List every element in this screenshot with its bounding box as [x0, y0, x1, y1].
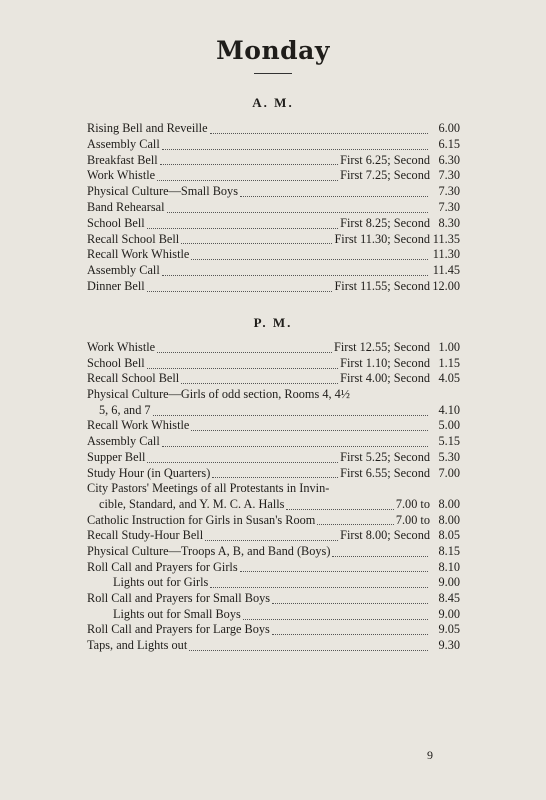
schedule-label: Roll Call and Prayers for Girls	[87, 559, 238, 574]
schedule-label: Physical Culture—Girls of odd section, Rooms 4, 4½	[87, 387, 351, 402]
pm-heading: P. M.	[253, 315, 293, 330]
schedule-label: Recall School Bell	[87, 231, 180, 246]
dot-leader	[205, 539, 338, 541]
schedule-row	[87, 450, 460, 466]
schedule-label: Catholic Instruction for Girls in Susan's Room	[87, 512, 316, 527]
page-title: Monday	[216, 36, 330, 65]
schedule-time: 7.00	[438, 465, 460, 480]
schedule-time: 4.05	[438, 371, 460, 386]
dot-leader	[147, 461, 338, 463]
title-rule	[254, 73, 292, 74]
page-number: 9	[427, 748, 433, 762]
dot-leader	[317, 523, 394, 525]
schedule-label: Recall School Bell	[87, 371, 180, 386]
dot-leader	[162, 274, 428, 276]
schedule-row	[87, 263, 460, 279]
dot-leader	[157, 351, 332, 353]
dot-leader	[240, 570, 428, 572]
schedule-label: Study Hour (in Quarters)	[87, 465, 211, 480]
schedule-row	[87, 387, 460, 403]
schedule-row	[87, 279, 460, 295]
schedule-row	[87, 622, 460, 638]
schedule-time: 8.15	[438, 543, 460, 558]
schedule-row	[87, 184, 460, 200]
schedule-time: 5.15	[438, 434, 460, 449]
schedule-time: 1.00	[438, 340, 460, 354]
schedule-row	[87, 638, 460, 654]
schedule-label: 5, 6, and 7	[99, 402, 151, 417]
schedule-row	[87, 497, 460, 513]
schedule-label: cible, Standard, and Y. M. C. A. Halls	[99, 496, 285, 511]
schedule-time: 8.00	[438, 512, 460, 527]
schedule-detail: First 12.55; Second	[334, 340, 430, 354]
schedule-row	[87, 121, 460, 137]
dot-leader	[147, 290, 333, 292]
schedule-label: Rising Bell and Reveille	[87, 121, 208, 135]
schedule-detail: First 8.00; Second	[340, 528, 430, 543]
schedule-time: 11.45	[432, 263, 460, 278]
schedule-label: Physical Culture—Troops A, B, and Band (Boys)	[87, 543, 331, 558]
schedule-time: 11.35	[432, 231, 460, 246]
schedule-time: 8.45	[438, 591, 460, 605]
schedule-time: 8.05	[438, 528, 460, 543]
schedule-row	[87, 466, 460, 482]
schedule-time: 5.30	[438, 449, 460, 464]
schedule-label: Assembly Call	[87, 136, 160, 151]
schedule-time: 9.00	[438, 606, 460, 621]
dot-leader	[272, 633, 428, 635]
schedule-label: Assembly Call	[87, 263, 160, 278]
schedule-label: Supper Bell	[87, 449, 146, 464]
schedule-row	[87, 528, 460, 544]
schedule-detail: First 5.25; Second	[340, 449, 430, 464]
schedule-time: 11.30	[432, 247, 460, 262]
schedule-row	[87, 481, 460, 497]
schedule-time: 4.10	[438, 402, 460, 417]
dot-leader	[147, 367, 338, 369]
schedule-row	[87, 168, 460, 184]
schedule-detail: First 6.55; Second	[340, 465, 430, 480]
dot-leader	[210, 132, 428, 134]
schedule-row	[87, 434, 460, 450]
schedule-detail: First 8.25; Second	[340, 215, 430, 230]
schedule-time: 6.00	[438, 121, 460, 135]
schedule-row	[87, 560, 460, 576]
dot-leader	[181, 242, 332, 244]
schedule-row	[87, 340, 460, 356]
schedule-detail: 7.00 to	[395, 496, 430, 511]
schedule-row	[87, 591, 460, 607]
schedule-row	[87, 371, 460, 387]
schedule-row	[87, 403, 460, 419]
schedule-label: Work Whistle	[87, 340, 156, 354]
schedule-label: Breakfast Bell	[87, 152, 158, 167]
dot-leader	[153, 414, 428, 416]
schedule-time: 9.05	[438, 622, 460, 637]
schedule-label: School Bell	[87, 355, 145, 370]
schedule-time: 5.00	[438, 418, 460, 433]
schedule-label: Lights out for Small Boys	[113, 606, 241, 621]
dot-leader	[332, 555, 428, 557]
dot-leader	[147, 227, 338, 229]
dot-leader	[212, 476, 338, 478]
schedule-time: 1.15	[438, 355, 460, 370]
dot-leader	[162, 148, 428, 150]
schedule-label: Recall Work Whistle	[87, 418, 190, 433]
schedule-row	[87, 153, 460, 169]
schedule-row	[87, 513, 460, 529]
schedule-time: 8.00	[438, 496, 460, 511]
dot-leader	[162, 445, 428, 447]
dot-leader	[243, 618, 428, 620]
schedule-time: 8.30	[438, 215, 460, 230]
schedule-detail: First 11.55; Second	[334, 278, 430, 293]
schedule-row	[87, 607, 460, 623]
schedule-label: Physical Culture—Small Boys	[87, 184, 238, 199]
dot-leader	[191, 258, 428, 260]
schedule-label: Taps, and Lights out	[87, 638, 188, 653]
schedule-row	[87, 216, 460, 232]
schedule-row	[87, 418, 460, 434]
schedule-row	[87, 200, 460, 216]
dot-leader	[167, 211, 428, 213]
schedule-time: 6.30	[438, 152, 460, 167]
schedule-row	[87, 575, 460, 591]
dot-leader	[286, 508, 393, 510]
dot-leader	[181, 382, 338, 384]
schedule-label: Roll Call and Prayers for Small Boys	[87, 591, 271, 605]
dot-leader	[157, 179, 338, 181]
schedule-detail: 7.00 to	[395, 512, 430, 527]
schedule-time: 12.00	[432, 278, 460, 293]
schedule-row	[87, 247, 460, 263]
schedule-time: 9.30	[438, 638, 460, 653]
schedule-time: 9.00	[438, 575, 460, 590]
schedule-detail: First 6.25; Second	[340, 152, 430, 167]
schedule-time: 7.30	[438, 199, 460, 214]
schedule-detail: First 11.30; Second	[334, 231, 430, 246]
dot-leader	[210, 586, 428, 588]
schedule-label: Recall Work Whistle	[87, 247, 190, 262]
schedule-label: Dinner Bell	[87, 278, 145, 293]
schedule-label: Assembly Call	[87, 434, 160, 449]
dot-leader	[160, 163, 338, 165]
schedule-label: Recall Study-Hour Bell	[87, 528, 204, 543]
schedule-time: 8.10	[438, 559, 460, 574]
schedule-time: 6.15	[438, 136, 460, 151]
schedule-label: Lights out for Girls	[113, 575, 209, 590]
schedule-row	[87, 356, 460, 372]
schedule-time: 7.30	[438, 168, 460, 183]
schedule-detail: First 1.10; Second	[340, 355, 430, 370]
schedule-detail: First 4.00; Second	[340, 371, 430, 386]
schedule-row	[87, 137, 460, 153]
schedule-label: Band Rehearsal	[87, 199, 165, 214]
dot-leader	[240, 195, 428, 197]
schedule-label: City Pastors' Meetings of all Protestants in Invin-	[87, 481, 330, 496]
dot-leader	[272, 602, 428, 604]
schedule-row	[87, 544, 460, 560]
dot-leader	[189, 649, 428, 651]
schedule-label: School Bell	[87, 215, 145, 230]
am-schedule	[87, 121, 460, 295]
am-heading: A. M.	[252, 95, 294, 110]
pm-schedule	[87, 340, 460, 654]
schedule-time: 7.30	[438, 184, 460, 199]
schedule-label: Work Whistle	[87, 168, 156, 183]
schedule-label: Roll Call and Prayers for Large Boys	[87, 622, 270, 637]
schedule-row	[87, 232, 460, 248]
schedule-detail: First 7.25; Second	[340, 168, 430, 183]
dot-leader	[191, 429, 428, 431]
